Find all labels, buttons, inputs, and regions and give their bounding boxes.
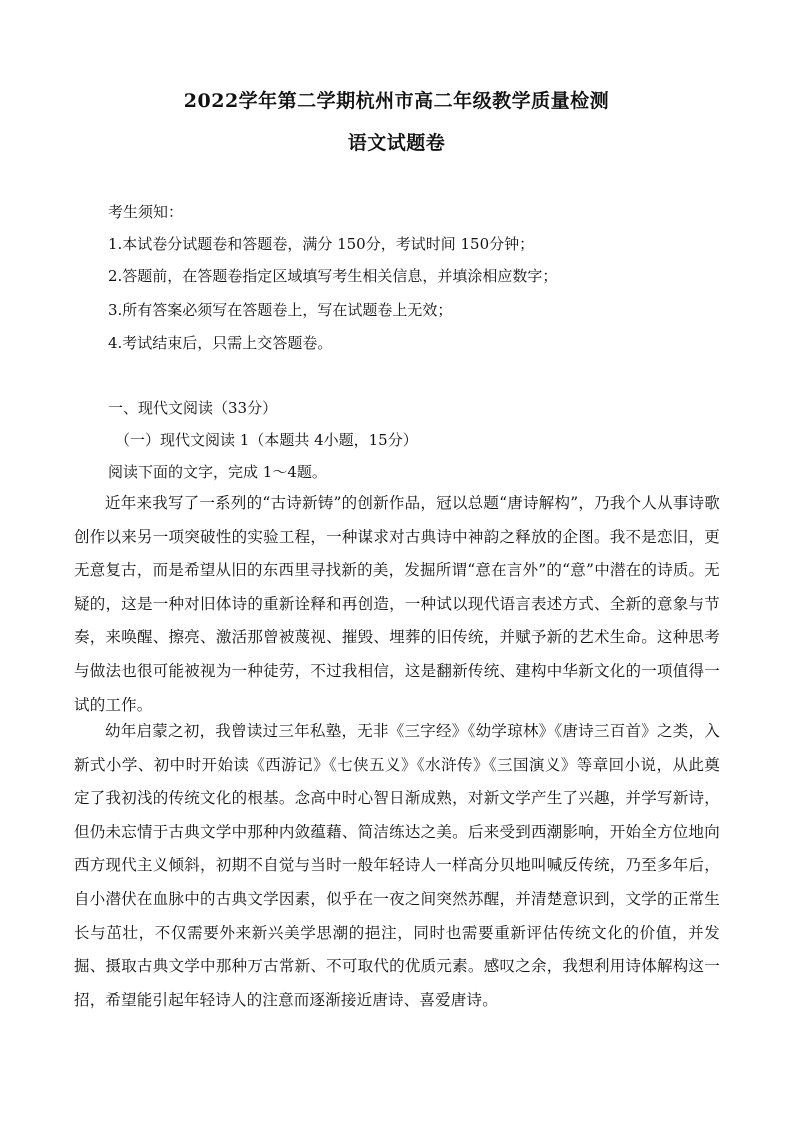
notice-item: 1.本试卷分试题卷和答题卷，满分 150分，考试时间 150分钟； xyxy=(108,235,535,253)
notice-item: 3.所有答案必须写在答题卷上，写在试题卷上无效； xyxy=(108,301,453,319)
notice-item: 4.考试结束后，只需上交答题卷。 xyxy=(108,334,333,352)
exam-subtitle: 语文试题卷 xyxy=(347,132,446,154)
notice-heading: 考生须知： xyxy=(108,203,184,221)
exam-title: 2022学年第二学期杭州市高二年级教学质量检测 xyxy=(183,90,610,112)
passage-paragraph: 近年来我写了一系列的“古诗新铸”的创新作品，冠以总题“唐诗解构”，乃我个人从事诗歌创作以来另一项突破性的实验工程，一种谋求对古典诗中神韵之释放的企图。我不是恋旧，更无意复古，而是希望从旧的东西里寻找新的美，发掘所谓“意在言外”的“意”中潜在的诗质。无疑的，这是一种对旧体诗的重新诠释和再创造，一种试以现代语言表述方式、全新的意象与节奏，来唤醒、擦亮、激活那曾被蔑视、摧毁、埋葬的旧传统，并赋予新的艺术生命。这种思考与做法也很可能被视为一种徒劳，不过我相信，这是翻新传统、建构中华新文化的一项值得一试的工作。 xyxy=(74,494,720,714)
subsection-heading: （一）现代文阅读 1（本题共 4小题，15分） xyxy=(115,431,418,449)
passage-paragraph: 幼年启蒙之初，我曾读过三年私塾，无非《三字经》《幼学琼林》《唐诗三百首》之类，入新式小学、初中时开始读《西游记》《七侠五义》《水浒传》《三国演义》等章回小说，从此奠定了我初浅的传统文化的根基。念高中时心智日渐成熟，对新文学产生了兴趣，并学写新诗，但仍未忘情于古典文学中那种内敛蕴藉、简洁练达之美。后来受到西潮影响，开始全方位地向西方现代主义倾斜，初期不自觉与当时一般年轻诗人一样高分贝地叫喊反传统，乃至多年后，自小潜伏在血脉中的古典文学因素，似乎在一夜之间突然苏醒，并清楚意识到，文学的正常生长与茁壮，不仅需要外来新兴美学思潮的挹注，同时也需要重新评估传统文化的价值，并发掘、摄取古典文学中那种万古常新、不可取代的优质元素。感叹之余，我想利用诗体解构这一招，希望能引起年轻诗人的注意而逐渐接近唐诗、喜爱唐诗。 xyxy=(74,722,720,1009)
reading-instruction: 阅读下面的文字，完成 1～4题。 xyxy=(108,463,327,481)
notice-item: 2.答题前，在答题卷指定区域填写考生相关信息，并填涂相应数字； xyxy=(108,267,558,285)
section-heading: 一、现代文阅读（33分） xyxy=(108,399,278,417)
